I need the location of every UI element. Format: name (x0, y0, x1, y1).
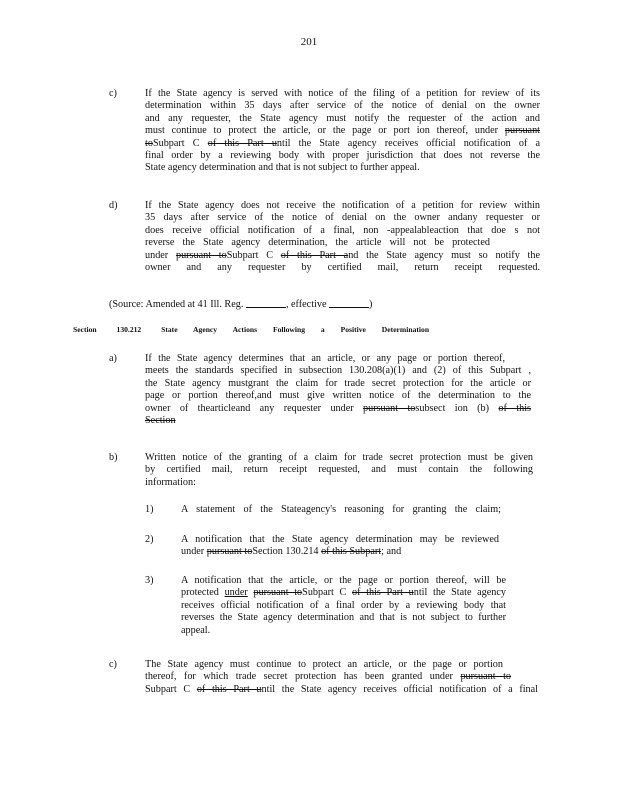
source-note: (Source: Amended at 41 Ill. Reg. , effective ) (109, 299, 373, 310)
para-d-label: d) (109, 200, 118, 211)
section-number: 130.212 (116, 325, 142, 334)
para-b-label: b) (109, 452, 118, 463)
section-word: Section (73, 325, 97, 334)
para-c: If the State agency is served with notice of the filing of a petition for review of its determination within 35 days after service of the notice of denial on the owner and any requester, the State agency must notify the requester of the action and must continue to protect the article, or the page or port ion thereof, under pursuant toSubpart C of this Part until the State agency receives official notification of a final order by a reviewing body with proper jurisdiction that does not reverse the State agency determination and that is not subject to further appeal. (145, 88, 540, 174)
item-3: A notification that the article, or the page or portion thereof, will be protected under pursuant toSubpart C of this Part until the State agency receives official notification of a final order by a reviewing body that reverses the State agency determination and that is not subject to further appeal. (181, 575, 506, 636)
item-3-label: 3) (145, 575, 154, 586)
para-a-label: a) (109, 353, 117, 364)
item-2-label: 2) (145, 534, 154, 545)
para-c2-label: c) (109, 659, 117, 670)
section-title: State Agency Actions Following a Positive Determination (161, 325, 430, 334)
page-number: 201 (300, 36, 318, 48)
para-d: If the State agency does not receive the notification of a petition for review within 35 days after service of the notice of denial on the owner andany requester or does receive official notification of a final, non -appealableaction that doe s not reverse the State agency determination, the article will not be protected under pursuant toSubpart C of this Part and the State agency must so notify the owner and any requester by certified mail, return receipt requested. (145, 200, 540, 274)
para-a: If the State agency determines that an article, or any page or portion thereof, meets the standards specified in subsection 130.208(a)(1) and (2) of this Subpart , the State agency mustgrant the claim for trade secret protection for the article or page or portion thereof,and must give written notice of the determination to the owner of thearticleand any requester under pursuant tosubsect ion (b) of this Section (145, 353, 531, 427)
source-blank-effective (329, 297, 369, 308)
para-c-label: c) (109, 88, 117, 99)
item-2: A notification that the State agency determination may be reviewed under pursuant toSection 130.214 of this Subpart; and (181, 534, 499, 558)
source-blank-reg (246, 297, 286, 308)
item-1: A statement of the Stateagency's reasoning for granting the claim; (181, 504, 501, 515)
para-b: Written notice of the granting of a claim for trade secret protection must be given by certified mail, return receipt requested, and must contain the following information: (145, 452, 533, 488)
section-heading (73, 325, 429, 334)
para-c2: The State agency must continue to protect an article, or the page or portion thereof, for which trade secret protection has been granted under pursuant to Subpart C of this Part until the State agency receives official notification of a final (145, 659, 538, 695)
item-1-label: 1) (145, 504, 154, 515)
